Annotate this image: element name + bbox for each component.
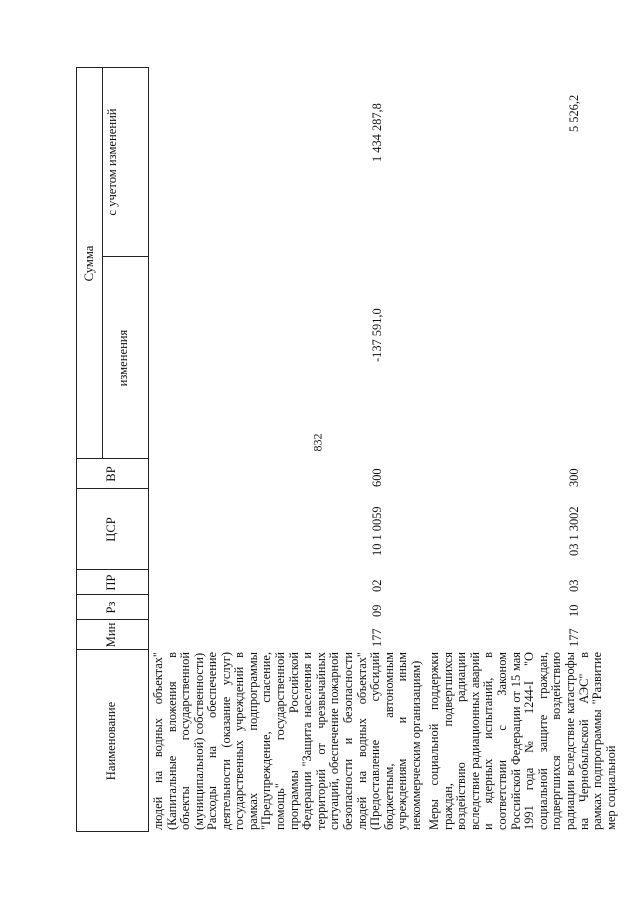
row-name: людей на водных объектах" (Капитальные вложения в объекты государственной (муниципальной) собственности) bbox=[151, 652, 206, 830]
page-number: 832 bbox=[310, 433, 325, 452]
header-vr: ВР bbox=[104, 466, 118, 482]
row-csr: 10 1 0059 bbox=[370, 506, 384, 556]
row-csr: 03 1 3002 bbox=[567, 506, 581, 556]
budget-table bbox=[76, 67, 618, 832]
header-sum: Сумма bbox=[82, 245, 96, 282]
row-rz: 09 bbox=[370, 604, 384, 617]
header-with-changes: с учетом изменений bbox=[105, 108, 119, 216]
row-name: Расходы на обеспечение деятельности (оказание услуг) государственных учреждений в рамках подпрограммы "Предупреждение, спасение, помощь" государственной программы Российской Федерации "Защита населения и территорий от чрезвычайных ситуаций, обеспечение пожарной безопасности и безопасности людей на водных объектах" (Предоставление субсидий бюджетным, автономным учреждениям и иным некоммерческим организациям) bbox=[205, 652, 423, 830]
row-vr: 300 bbox=[567, 468, 581, 487]
row-pr: 02 bbox=[370, 579, 384, 592]
header-name: Наименование bbox=[104, 701, 118, 781]
row-min: 177 bbox=[370, 628, 384, 647]
row-total: 5 526,2 bbox=[567, 94, 581, 132]
row-name: Меры социальной поддержки граждан, подвергшихся воздействию радиации вследствие радиационных аварий и ядерных испытаний, в соответствии с Законом Российской Федерации от 15 мая 1991 года № 1244-I "О социальной защите граждан, подвергшихся воздействию радиации вследствие катастрофы на Чернобыльской АЭС" в рамках подпрограммы "Развитие мер социальной bbox=[427, 652, 618, 830]
header-csr: ЦСР bbox=[104, 517, 118, 542]
row-vr: 600 bbox=[370, 468, 384, 487]
row-min: 177 bbox=[567, 628, 581, 647]
row-pr: 03 bbox=[567, 579, 581, 592]
row-total: 1 434 287,8 bbox=[370, 103, 384, 162]
header-change: изменения bbox=[116, 329, 130, 387]
row-change: -137 591,0 bbox=[370, 308, 384, 362]
header-min: Мин bbox=[104, 622, 118, 648]
row-rz: 10 bbox=[567, 604, 581, 617]
header-pr: ПР bbox=[104, 574, 118, 591]
header-rz: Рз bbox=[104, 601, 118, 614]
